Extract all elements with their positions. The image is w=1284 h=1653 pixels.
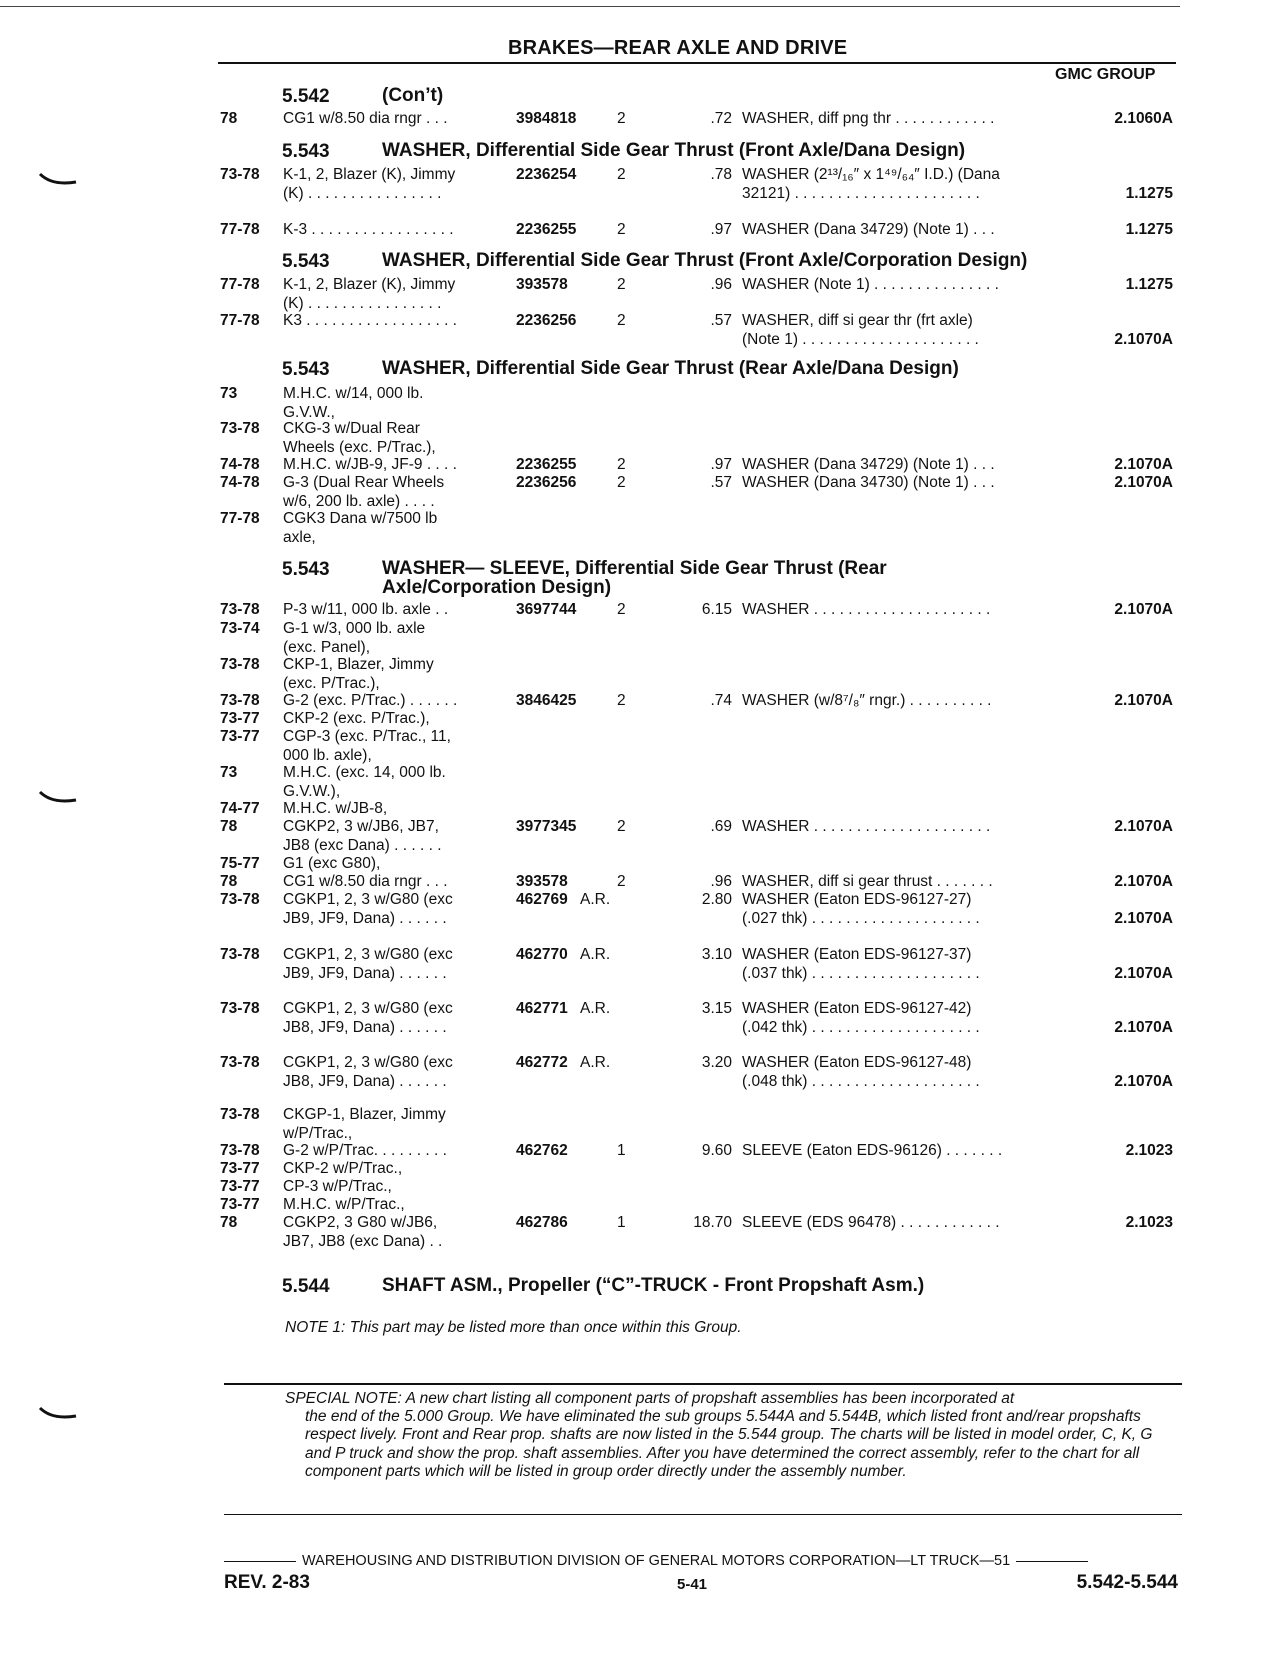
application: CP-3 w/P/Trac.,	[283, 1178, 392, 1195]
application: P-3 w/11, 000 lb. axle . .	[283, 601, 449, 618]
application: G-2 (exc. P/Trac.) . . . . . .	[283, 692, 458, 709]
quantity: 2	[617, 221, 626, 238]
group-number: 2.1070A	[1114, 873, 1173, 890]
section-title: WASHER, Differential Side Gear Thrust (Rear Axle/Dana Design)	[382, 358, 959, 379]
section-number: 5.543	[282, 559, 330, 580]
section-number: 5.543	[282, 251, 330, 272]
model-years: 77-78	[220, 312, 260, 329]
group-number: 2.1023	[1125, 1142, 1173, 1159]
part-number: 3846425	[516, 692, 577, 709]
page-number: 5-41	[677, 1576, 708, 1593]
model-years: 73	[220, 385, 238, 402]
application: K-1, 2, Blazer (K), Jimmy (K) . . . . . . . . . . . . . . . .	[283, 276, 456, 312]
application: K-1, 2, Blazer (K), Jimmy (K) . . . . . . . . . . . . . . . .	[283, 166, 456, 202]
application: M.H.C. w/JB-8,	[283, 800, 388, 817]
part-number: 2236255	[516, 221, 577, 238]
section-title: WASHER, Differential Side Gear Thrust (Front Axle/Corporation Design)	[382, 250, 1028, 271]
application: CGP-3 (exc. P/Trac., 11, 000 lb. axle),	[283, 728, 451, 764]
group-number: 2.1070A	[1114, 964, 1173, 982]
price: .97	[710, 456, 732, 473]
group-number: 2.1070A	[1114, 456, 1173, 473]
price: .96	[710, 276, 732, 293]
description: WASHER, diff si gear thrust . . . . . . .	[742, 873, 993, 890]
quantity: 2	[617, 601, 626, 618]
model-years: 74-77	[220, 800, 260, 817]
description: SLEEVE (EDS 96478) . . . . . . . . . . . .	[742, 1214, 1000, 1231]
part-number: 462769	[516, 891, 568, 908]
quantity: 2	[617, 818, 626, 835]
model-years: 73-78	[220, 1142, 260, 1159]
special-note-body: the end of the 5.000 Group. We have eliminated the sub groups 5.544A and 5.544B, which listed front and/rear propshafts respect lively. Front and Rear prop. shafts are now listed in the 5.544 group. The charts will be listed in model order, C, K, G and P truck and show the prop. shaft assemblies. After you have determined the correct assembly, refer to the chart for all component parts which will be listed in group order directly under the assembly number.	[305, 1408, 1153, 1480]
price: .78	[710, 166, 732, 183]
application: CG1 w/8.50 dia rngr . . .	[283, 110, 448, 127]
application: CGKP1, 2, 3 w/G80 (exc JB9, JF9, Dana) . . . . . .	[283, 891, 453, 927]
application: M.H.C. w/JB-9, JF-9 . . . .	[283, 456, 457, 473]
model-years: 73-78	[220, 946, 260, 963]
top-edge-line	[0, 6, 1180, 7]
model-years: 73-77	[220, 1160, 260, 1177]
application: G-2 w/P/Trac. . . . . . . . .	[283, 1142, 447, 1159]
application: CKP-1, Blazer, Jimmy (exc. P/Trac.),	[283, 656, 434, 692]
group-number: 2.1070A	[1114, 1018, 1173, 1036]
quantity: 2	[617, 692, 626, 709]
part-number: 3977345	[516, 818, 577, 835]
application: CKG-3 w/Dual Rear Wheels (exc. P/Trac.),	[283, 420, 436, 456]
binder-hole-mark	[38, 1406, 78, 1420]
part-number: 2236254	[516, 166, 577, 183]
model-years: 73-78	[220, 1000, 260, 1017]
model-years: 75-77	[220, 855, 260, 872]
quantity: A.R.	[580, 891, 611, 908]
price: 2.80	[701, 891, 732, 908]
part-number: 462786	[516, 1214, 568, 1231]
model-years: 78	[220, 873, 238, 890]
part-number: 462762	[516, 1142, 568, 1159]
price: .57	[710, 312, 732, 329]
description: WASHER . . . . . . . . . . . . . . . . . . . . .	[742, 818, 991, 835]
footer-dash-left	[224, 1561, 296, 1562]
group-label: GMC GROUP	[1055, 66, 1156, 83]
group-number: 2.1023	[1125, 1214, 1173, 1231]
price: .96	[710, 873, 732, 890]
quantity: 1	[617, 1214, 626, 1231]
part-number: 393578	[516, 276, 568, 293]
quantity: 2	[617, 166, 626, 183]
price: 6.15	[701, 601, 732, 618]
model-years: 73-78	[220, 166, 260, 183]
application: CKGP-1, Blazer, Jimmy w/P/Trac.,	[283, 1106, 446, 1142]
footer-dash-right	[1016, 1561, 1088, 1562]
application: M.H.C. w/14, 000 lb. G.V.W.,	[283, 385, 424, 421]
footer-division-text: WAREHOUSING AND DISTRIBUTION DIVISION OF GENERAL MOTORS CORPORATION—LT TRUCK—51	[302, 1553, 1011, 1569]
section-number: 5.544	[282, 1276, 330, 1297]
model-years: 73-78	[220, 891, 260, 908]
description: WASHER (2¹³/₁₆″ x 1⁴⁹/₆₄″ I.D.) (Dana 32121) . . . . . . . . . . . . . . . . . . . . . .	[742, 166, 1000, 202]
application: G1 (exc G80),	[283, 855, 381, 872]
price: 3.10	[701, 946, 732, 963]
section-title: WASHER— SLEEVE, Differential Side Gear Thrust (Rear Axle/Corporation Design)	[382, 558, 887, 598]
revision-label: REV. 2-83	[224, 1572, 310, 1593]
section-number: 5.543	[282, 141, 330, 162]
model-years: 73-77	[220, 1196, 260, 1213]
price: .72	[710, 110, 732, 127]
price: 3.15	[701, 1000, 732, 1017]
application: G-1 w/3, 000 lb. axle (exc. Panel),	[283, 620, 426, 656]
application: CKP-2 w/P/Trac.,	[283, 1160, 403, 1177]
model-years: 78	[220, 818, 238, 835]
description: SLEEVE (Eaton EDS-96126) . . . . . . .	[742, 1142, 1003, 1159]
application: G-3 (Dual Rear Wheels w/6, 200 lb. axle) . . . .	[283, 474, 445, 510]
header-rule	[218, 62, 1176, 64]
application: K3 . . . . . . . . . . . . . . . . . .	[283, 312, 457, 329]
model-years: 73	[220, 764, 238, 781]
group-number: 2.1070A	[1114, 474, 1173, 491]
part-number: 2236256	[516, 312, 577, 329]
price: 18.70	[693, 1214, 732, 1231]
quantity: A.R.	[580, 1054, 611, 1071]
model-years: 73-78	[220, 1054, 260, 1071]
part-number: 3984818	[516, 110, 577, 127]
part-number: 393578	[516, 873, 568, 890]
special-note-top-rule	[224, 1383, 1182, 1385]
model-years: 73-74	[220, 620, 260, 637]
model-years: 74-78	[220, 456, 260, 473]
section-title: WASHER, Differential Side Gear Thrust (Front Axle/Dana Design)	[382, 140, 966, 161]
quantity: 2	[617, 312, 626, 329]
model-years: 77-78	[220, 510, 260, 527]
model-years: 78	[220, 110, 238, 127]
group-number: 2.1070A	[1114, 692, 1173, 709]
group-number: 2.1070A	[1114, 818, 1173, 835]
description: WASHER (Dana 34729) (Note 1) . . .	[742, 221, 995, 238]
application: CGKP1, 2, 3 w/G80 (exc JB8, JF9, Dana) . . . . . .	[283, 1054, 453, 1090]
group-number: 1.1275	[1125, 221, 1173, 238]
group-number: 2.1060A	[1114, 110, 1173, 127]
description: WASHER, diff si gear thr (frt axle) (Note 1) . . . . . . . . . . . . . . . . . . . . .	[742, 312, 979, 348]
model-years: 77-78	[220, 276, 260, 293]
section-number: 5.542	[282, 86, 330, 107]
model-years: 73-78	[220, 420, 260, 437]
group-number: 2.1070A	[1114, 330, 1173, 348]
model-years: 77-78	[220, 221, 260, 238]
group-number: 1.1275	[1125, 184, 1173, 202]
application: M.H.C. (exc. 14, 000 lb. G.V.W.),	[283, 764, 446, 800]
description: WASHER, diff png thr . . . . . . . . . . . .	[742, 110, 995, 127]
model-years: 78	[220, 1214, 238, 1231]
special-note-bottom-rule	[224, 1514, 1182, 1515]
quantity: 2	[617, 456, 626, 473]
price: .69	[710, 818, 732, 835]
application: CGKP1, 2, 3 w/G80 (exc JB9, JF9, Dana) . . . . . .	[283, 946, 453, 982]
price: 3.20	[701, 1054, 732, 1071]
quantity: 2	[617, 276, 626, 293]
special-note	[285, 1390, 1177, 1481]
group-number: 1.1275	[1125, 276, 1173, 293]
description: WASHER (Eaton EDS-96127-37) (.037 thk) . . . . . . . . . . . . . . . . . . . .	[742, 946, 980, 982]
price: 9.60	[701, 1142, 732, 1159]
part-number: 462772	[516, 1054, 568, 1071]
section-title: (Con’t)	[382, 85, 444, 106]
quantity: 1	[617, 1142, 626, 1159]
price: .74	[710, 692, 732, 709]
model-years: 73-78	[220, 692, 260, 709]
description: WASHER (Note 1) . . . . . . . . . . . . . . .	[742, 276, 999, 293]
part-number: 462770	[516, 946, 568, 963]
quantity: 2	[617, 110, 626, 127]
description: WASHER (Eaton EDS-96127-27) (.027 thk) . . . . . . . . . . . . . . . . . . . .	[742, 891, 980, 927]
page-title: BRAKES—REAR AXLE AND DRIVE	[508, 37, 848, 59]
part-number: 2236256	[516, 474, 577, 491]
quantity: A.R.	[580, 1000, 611, 1017]
group-number: 2.1070A	[1114, 601, 1173, 618]
quantity: A.R.	[580, 946, 611, 963]
application: CG1 w/8.50 dia rngr . . .	[283, 873, 448, 890]
description: WASHER (Eaton EDS-96127-42) (.042 thk) . . . . . . . . . . . . . . . . . . . .	[742, 1000, 980, 1036]
description: WASHER (w/8⁷/₈″ rngr.) . . . . . . . . . .	[742, 692, 992, 709]
part-number: 2236255	[516, 456, 577, 473]
special-note-first-line: SPECIAL NOTE: A new chart listing all component parts of propshaft assemblies has been incorporated at	[285, 1390, 1015, 1407]
footnote: NOTE 1: This part may be listed more than once within this Group.	[285, 1319, 742, 1336]
model-years: 74-78	[220, 474, 260, 491]
application: CKP-2 (exc. P/Trac.),	[283, 710, 430, 727]
model-years: 73-78	[220, 601, 260, 618]
section-number: 5.543	[282, 359, 330, 380]
price: .57	[710, 474, 732, 491]
binder-hole-mark	[38, 172, 78, 186]
part-number: 462771	[516, 1000, 568, 1017]
group-range: 5.542-5.544	[1076, 1572, 1178, 1593]
model-years: 73-78	[220, 1106, 260, 1123]
application: CGKP1, 2, 3 w/G80 (exc JB8, JF9, Dana) . . . . . .	[283, 1000, 453, 1036]
model-years: 73-78	[220, 656, 260, 673]
description: WASHER (Dana 34729) (Note 1) . . .	[742, 456, 995, 473]
group-number: 2.1070A	[1114, 1072, 1173, 1090]
application: CGK3 Dana w/7500 lb axle,	[283, 510, 438, 546]
quantity: 2	[617, 474, 626, 491]
model-years: 73-77	[220, 1178, 260, 1195]
description: WASHER . . . . . . . . . . . . . . . . . . . . .	[742, 601, 991, 618]
price: .97	[710, 221, 732, 238]
model-years: 73-77	[220, 710, 260, 727]
binder-hole-mark	[38, 790, 78, 804]
application: CGKP2, 3 G80 w/JB6, JB7, JB8 (exc Dana) . .	[283, 1214, 443, 1250]
group-number: 2.1070A	[1114, 909, 1173, 927]
quantity: 2	[617, 873, 626, 890]
application: M.H.C. w/P/Trac.,	[283, 1196, 405, 1213]
model-years: 73-77	[220, 728, 260, 745]
application: K-3 . . . . . . . . . . . . . . . . .	[283, 221, 454, 238]
description: WASHER (Eaton EDS-96127-48) (.048 thk) . . . . . . . . . . . . . . . . . . . .	[742, 1054, 980, 1090]
section-title: SHAFT ASM., Propeller (“C”-TRUCK - Front Propshaft Asm.)	[382, 1275, 925, 1296]
description: WASHER (Dana 34730) (Note 1) . . .	[742, 474, 995, 491]
application: CGKP2, 3 w/JB6, JB7, JB8 (exc Dana) . . . . . .	[283, 818, 442, 854]
footer-division-line	[224, 1553, 1182, 1569]
part-number: 3697744	[516, 601, 577, 618]
